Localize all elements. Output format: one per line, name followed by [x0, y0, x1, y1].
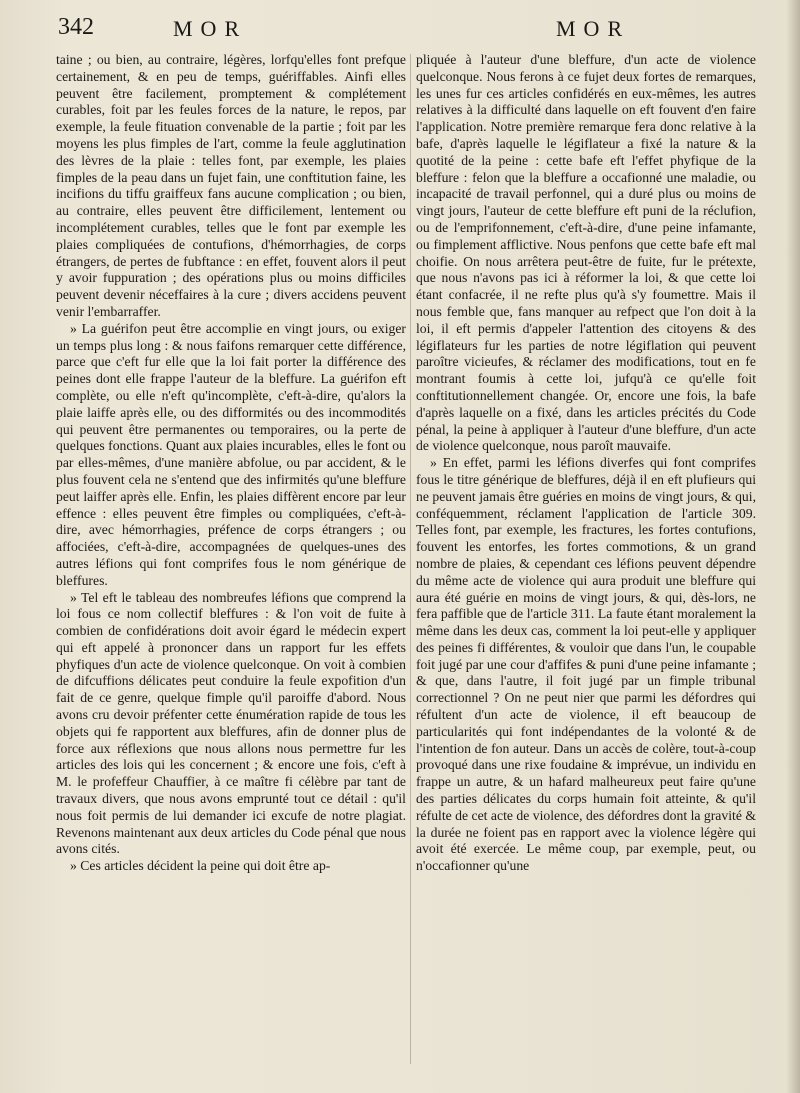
right-text-column: [416, 52, 756, 1082]
column-divider: [410, 54, 411, 1064]
running-header: [48, 14, 780, 50]
paragraph: » La guérifon peut être accomplie en vingt jours, ou exiger un temps plus long : & nous faifons remarquer cette différence, parce que c'eft fur elle que la loi fait porter la différence des peines dont elle frappe l'auteur de la bleffure. La guérifon eft complète, ou elle n'eft qu'incomplète, c'eft-à-dire, qu'alors la plaie laiffe après elle, ou des difformités ou des incommodités qui peuvent être permanentes ou temporaires, ou la perte de quelques fonctions. Quant aux plaies incurables, elles le font ou par elles-mêmes, d'une manière abfolue, ou par accident, & le plus fouvent cela ne s'entend que des infirmités qu'une bleffure peut laiffer après elle. Enfin, les plaies diffèrent encore par leur effence : elles peuvent être fimples ou compliquées, c'eft-à-dire, avec hémorrhagies, préfence de corps étrangers ; ou affociées, c'eft-à-dire, accompagnées de quelques-unes des autres léfions qui font comprifes fous le nom générique de bleffures.: [56, 320, 406, 588]
paragraph: » Tel eft le tableau des nombreufes léfions que comprend la loi fous ce nom collectif bleffures : & l'on voit de fuite à combien de confidérations doit avoir égard le médecin expert qui eft appelé à prononcer dans un rapport fur les effets phyfiques d'un acte de violence quelconque. On voit à combien de difcuffions délicates peut conduire la feule expofition d'un fait de ce genre, quelque fimple qu'il paroiffe d'abord. Nous avons cru devoir préfenter cette énumération rapide de tous les objets qui fe rapportent aux bleffures, afin de donner plus de force aux réflexions que nous allons nous permettre fur les articles des lois qui les concernent ; & encore une fois, c'eft à M. le profeffeur Chauffier, à ce maître fi célèbre par tant de travaux divers, que nous avons emprunté tout ce détail : qu'il nous foit permis de lui demander ici excufe de notre plagiat. Revenons maintenant aux deux articles du Code pénal que nous avons cités.: [56, 589, 406, 857]
page-edge-shadow: [786, 0, 800, 1093]
paragraph: » Ces articles décident la peine qui doit être ap-: [70, 858, 331, 874]
left-running-head: MOR: [173, 16, 248, 41]
paragraph: pliquée à l'auteur d'une bleffure, d'un acte de violence quelconque. Nous ferons à ce fujet deux fortes de remarques, les unes fur ces articles confidérés en eux-mêmes, les autres relatives à la difficulté dans laquelle on eft fouvent d'en faire l'application. Notre première remarque fera donc relative à la bafe, d'après laquelle le légiflateur a fixé la nature & la quotité de la peine : cette bafe eft l'effet phyfique de la bleffure : felon que la bleffure a occafionné une maladie, ou incapacité de travail perfonnel, qui a duré plus ou moins de vingt jours, l'auteur de cette bleffure eft puni de la réclufion, ou de l'emprifonnement, c'eft-à-dire, d'une peine infamante, ou fimplement afflictive. Nous penfons que cette bafe eft mal choifie. On nous arrêtera peut-être de fuite, fur le prétexte, que nous n'avons pas ici à réformer la loi, & que cette loi étant confacrée, il ne refte plus qu'à s'y foumettre. Mais il nous femble que, fans manquer au refpect que l'on doit à la loi, il eft permis d'appeler l'attention des citoyens & des légiflateurs fur les parties de notre légiflation qui peuvent paroître vicieufes, & réclamer des modifications, tout en fe montrant foumis à cette loi, jufqu'à ce qu'elle foit conftitutionnellement changée. Or, encore une fois, la bafe d'après laquelle on a fixé, dans les articles précités du Code pénal, la peine à appliquer à l'auteur d'une bleffure, d'un acte de violence quelconque, nous paroît mauvaife.: [416, 52, 756, 454]
right-running-head: MOR: [556, 16, 631, 41]
paragraph: » En effet, parmi les léfions diverfes qui font comprifes fous le titre générique de bleffures, déjà il en eft plufieurs qui ne peuvent jamais être guéries en moins de vingt jours, & qui, conféquemment, réclament l'application de l'article 309. Telles font, par exemple, les fractures, les fortes contufions, fouvent les entorfes, les fortes commotions, & un grand nombre de plaies, & cependant ces léfions peuvent dépendre du même acte de violence qui aura produit une bleffure qui aura été guérie en moins de vingt jours, & qui, dès-lors, ne fera paffible que de l'article 311. La faute étant moralement la même dans les deux cas, comment la loi peut-elle y appliquer des peines fi différentes, & vouloir que dans l'un, le coupable foit jugé par une cour d'affifes & puni d'une peine infamante ; & que, dans l'autre, il foit jugé par un fimple tribunal correctionnel ? On ne peut nier que parmi les défordres qui réfultent d'un acte de violence, il eft beaucoup de particularités qui font indépendantes de la volonté & de l'intention de fon auteur. Dans un accès de colère, tout-à-coup provoqué dans une rixe foudaine & imprévue, un individu en frappe un autre, & un hafard malheureux peut faire qu'une des parties délicates du corps humain foit atteinte, & qu'il réfulte de cet acte de violence, des défordres dont la gravité & la durée ne foient pas en rapport avec la violence légère qui avoit été exercée. Le même coup, par exemple, peut, ou n'occafionner qu'une: [416, 455, 756, 874]
page-number: 342: [58, 14, 94, 40]
left-text-column: [56, 52, 406, 1082]
paragraph: taine ; ou bien, au contraire, légères, lorfqu'elles font prefque certainement, & en peu de temps, guériffables. Ainfi elles peuvent être facilement, promptement & complétement curables, foit par les feules forces de la nature, le repos, par exemple, la feule fituation convenable de la partie ; foit par les moyens les plus fimples de l'art, comme la feule agglutination des lèvres de la plaie : telles font, par exemple, les plaies fimples de la peau dans un fujet fain, une conftitution faine, les incifions du tiffu graiffeux fans aucune complication ; ou bien, au contraire, elles peuvent être difficilement, lentement ou incomplétement curables, telles que le font par exemple les plaies compliquées de contufions, d'hémorrhagies, de corps étrangers, de pertes de fubftance : en effet, fouvent alors il peut y avoir fuppuration ; des opérations plus ou moins difficiles peuvent devenir néceffaires à la cure ; divers accidens peuvent venir l'embarraffer.: [56, 52, 406, 319]
